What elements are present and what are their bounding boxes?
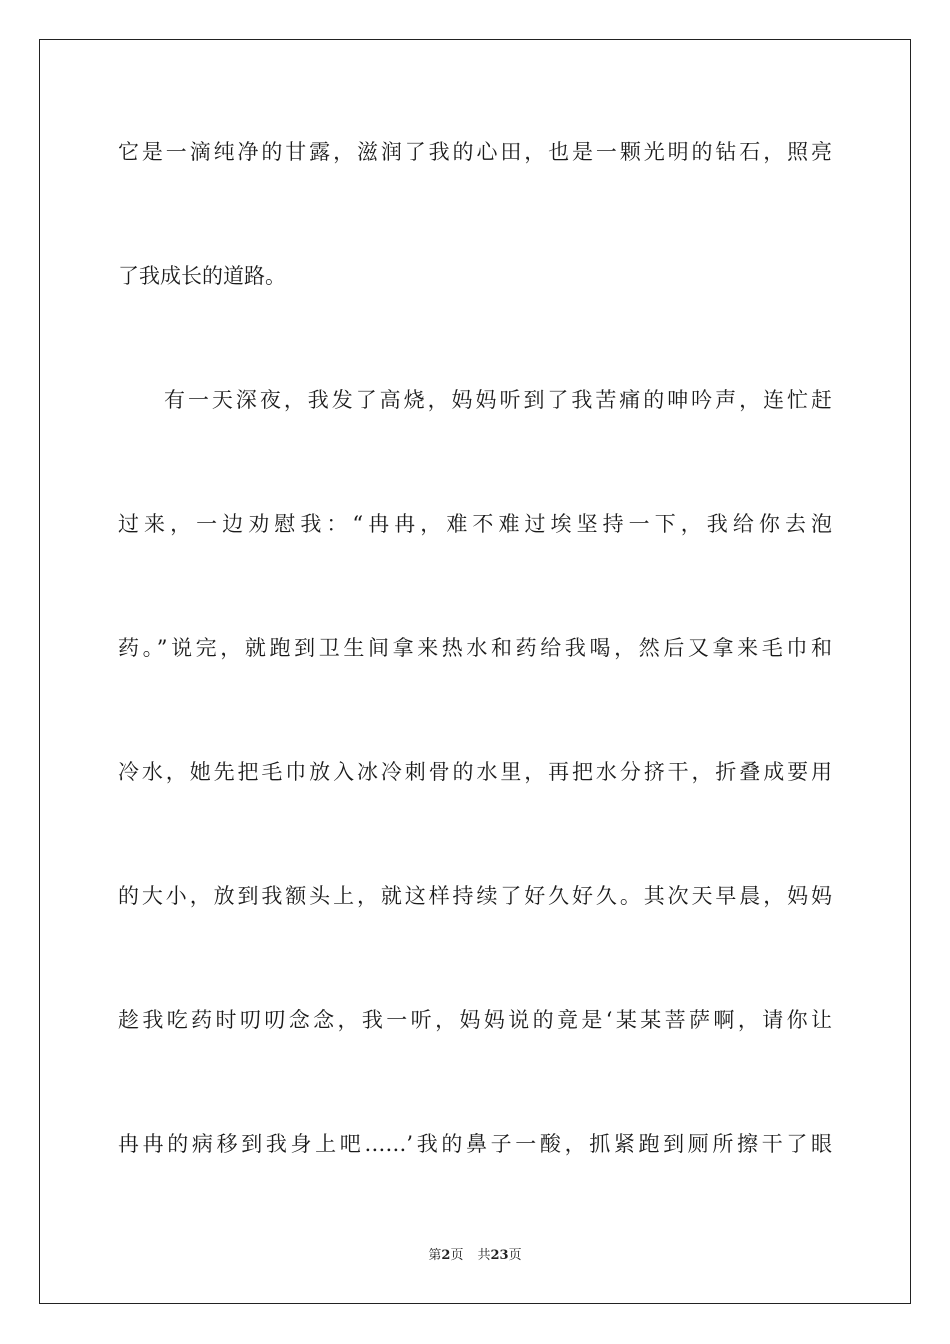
total-prefix: 共 bbox=[477, 1248, 491, 1263]
page-number: 2 bbox=[441, 1248, 451, 1263]
page-prefix: 第 bbox=[428, 1248, 442, 1263]
text-line: 过来，一边劝慰我：“冉冉，难不难过埃坚持一下，我给你去泡 bbox=[118, 512, 832, 536]
text-line: 冉冉的病移到我身上吧……’我的鼻子一酸，抓紧跑到厕所擦干了眼 bbox=[118, 1132, 832, 1156]
text-line: 药。”说完，就跑到卫生间拿来热水和药给我喝，然后又拿来毛巾和 bbox=[118, 636, 832, 660]
page-border bbox=[39, 39, 911, 1304]
text-line: 趁我吃药时叨叨念念，我一听，妈妈说的竟是‘某某菩萨啊，请你让 bbox=[118, 1008, 832, 1032]
page-footer bbox=[0, 1247, 950, 1265]
page-suffix: 页 bbox=[450, 1248, 464, 1263]
text-line: 冷水，她先把毛巾放入冰冷刺骨的水里，再把水分挤干，折叠成要用 bbox=[118, 760, 832, 784]
text-line: 它是一滴纯净的甘露，滋润了我的心田，也是一颗光明的钻石，照亮 bbox=[118, 140, 832, 164]
text-line: 的大小，放到我额头上，就这样持续了好久好久。其次天早晨，妈妈 bbox=[118, 884, 832, 908]
paragraph-first-line: 有一天深夜，我发了高烧，妈妈听到了我苦痛的呻吟声，连忙赶 bbox=[164, 388, 832, 412]
text-line: 了我成长的道路。 bbox=[118, 264, 286, 288]
total-pages: 23 bbox=[490, 1248, 509, 1263]
total-suffix: 页 bbox=[508, 1248, 522, 1263]
